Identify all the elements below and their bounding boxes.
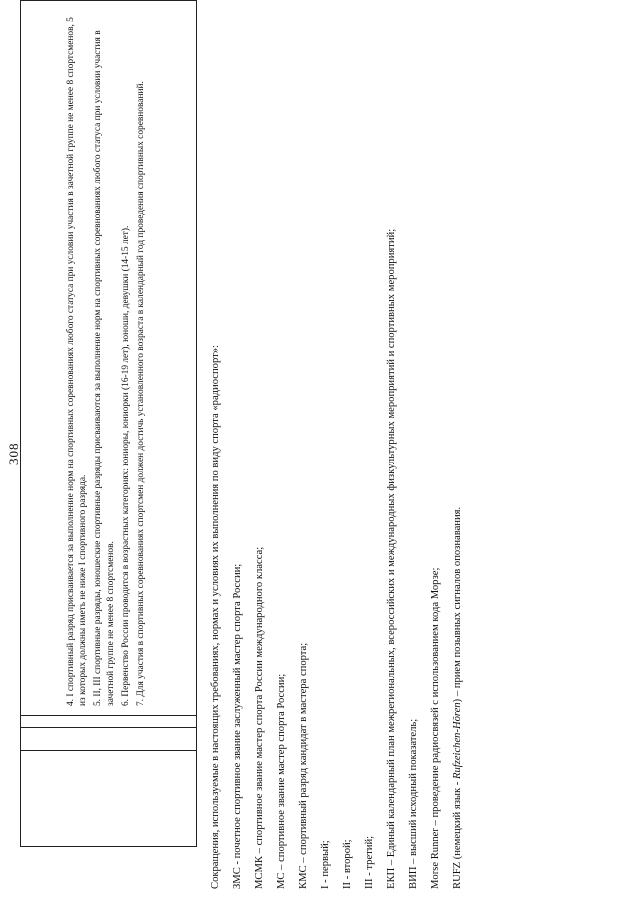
notes-table [20, 0, 197, 847]
note-6: 6. Первенство России проводится в возрастных категориях: юниоры, юниорки (16-19 лет), юноши, девушки (14-15 лет). [120, 225, 131, 706]
page-number: 308 [6, 442, 21, 465]
abbreviation-item: II - второй; [342, 839, 353, 889]
rufz-prefix: RUFZ (немецкий язык - [452, 779, 463, 889]
abbreviation-item: ВИП – высший исходный показатель; [408, 718, 419, 889]
rufz-suffix: ) – прием позывных сигналов опознавания. [452, 506, 463, 703]
abbreviation-item: I - первый; [320, 840, 331, 889]
abbreviations-section [205, 29, 469, 889]
table-column-divider [21, 727, 196, 728]
abbreviations-intro: Сокращения, используемые в настоящих требованиях, нормах и условиях их выполнения по виду спорта «радиоспорт»: [210, 345, 221, 889]
table-column-divider [21, 715, 196, 716]
rufz-term: Rufzeichen-Hören [452, 702, 463, 780]
abbreviation-item: Morse Runner – проведение радиосвязей с использованием кода Морзе; [430, 567, 441, 889]
note-4: 4. I спортивный разряд присваивается за выполнение норм на спортивных соревнованиях любого статуса при условии участия в зачетной группе не менее 8 спортсменов, 5 из которых должны иметь не ниже I спортивного разряда. [66, 17, 89, 706]
abbreviation-item: ЕКП – Единый календарный план межрегиональных, всероссийских и международных физкультурных мероприятий и спортивных мероприятий; [386, 228, 397, 889]
notes-cell [65, 16, 150, 706]
abbreviation-item-rufz [447, 29, 469, 889]
table-column-divider [21, 750, 196, 751]
abbreviation-item: МСМК – спортивное звание мастер спорта России международного класса; [254, 546, 265, 889]
note-7: 7. Для участия в спортивных соревнованиях спортсмен должен достичь установленного возраста в календарный год проведения спортивных соревнований. [136, 81, 147, 706]
abbreviation-item: МС – спортивное звание мастер спорта России; [276, 673, 287, 889]
note-5: 5. II, III спортивные разряды, юношеские спортивные разряды присваиваются за выполнение норм на спортивных соревнованиях любого статуса при условии участия в зачетной группе не менее 8 спортсменов. [93, 30, 116, 706]
abbreviation-item: III - третий; [364, 835, 375, 889]
abbreviation-item: КМС – спортивный разряд кандидат в мастера спорта; [298, 642, 309, 889]
abbreviation-item: ЗМС - почетное спортивное звание заслуженный мастер спорта России; [232, 563, 243, 889]
